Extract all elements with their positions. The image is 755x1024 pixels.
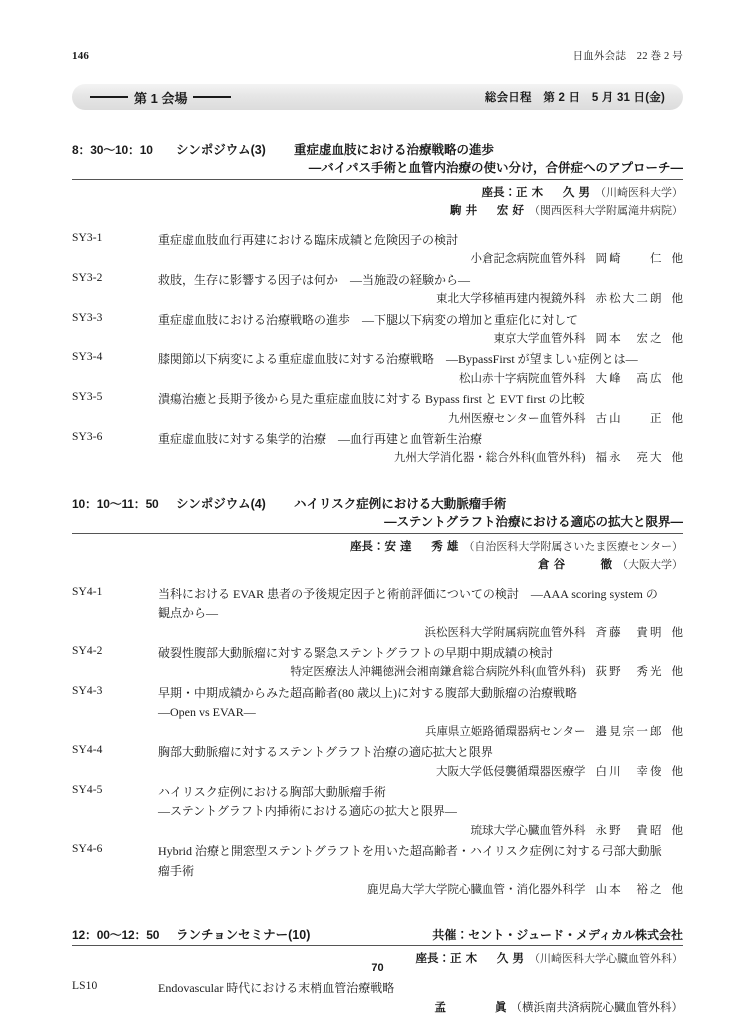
abstract-entry	[72, 684, 683, 741]
abstract-id: SY4-5	[72, 783, 103, 796]
abstract-author-line	[158, 663, 683, 681]
abstract-id: SY4-6	[72, 843, 103, 856]
abstract-etal: 他	[671, 626, 683, 639]
session-block	[72, 494, 683, 900]
abstract-id: LS10	[72, 980, 98, 993]
abstract-body	[158, 979, 683, 1017]
abstract-id: SY4-3	[72, 684, 103, 697]
abstract-affiliation: 小倉記念病院血管外科	[470, 253, 586, 266]
abstract-entry	[72, 430, 683, 468]
chairperson-list	[72, 185, 683, 221]
abstract-author-name: 斉藤 貴明	[595, 626, 662, 639]
abstract-etal: 他	[671, 666, 683, 679]
venue-band	[72, 84, 683, 110]
abstract-author-name: 岡本 宏之	[595, 332, 662, 345]
abstract-entry	[72, 271, 683, 309]
abstract-author-name: 孟 眞	[434, 1001, 507, 1014]
abstract-author-line	[158, 250, 683, 268]
abstract-entry	[72, 783, 683, 840]
abstract-author-name: 大峰 高広	[595, 372, 662, 385]
abstract-title-line: 観点から—	[158, 606, 219, 621]
abstract-author-line	[158, 624, 683, 642]
abstract-affiliation: 特定医療法人沖縄徳洲会湘南鎌倉総合病院外科(血管外科)	[290, 666, 586, 679]
abstract-author-name: 赤松大二朗	[595, 293, 662, 306]
abstract-etal: 他	[671, 332, 683, 345]
abstract-title	[158, 271, 683, 290]
running-head	[72, 48, 683, 63]
abstract-body	[158, 311, 683, 349]
abstract-etal: 他	[671, 765, 683, 778]
abstract-title	[158, 644, 683, 663]
abstract-affiliation: 兵庫県立姫路循環器病センター	[424, 725, 586, 738]
abstract-affiliation: 鹿児島大学大学院心臓血管・消化器外科学	[367, 884, 586, 897]
abstract-author-name: 山本 裕之	[595, 884, 662, 897]
abstract-body	[158, 684, 683, 741]
abstract-entry	[72, 644, 683, 682]
abstract-id: SY3-3	[72, 311, 103, 324]
abstract-author-line	[158, 330, 683, 348]
chairperson-name: 安達 秀雄	[384, 541, 459, 554]
abstract-title	[158, 430, 683, 449]
session-header	[72, 140, 683, 177]
chairperson-label: 座長：	[481, 187, 516, 200]
chairperson-name: 倉谷 徹	[538, 558, 612, 571]
abstract-author-line	[158, 370, 683, 388]
abstract-affiliation: 九州医療センター血管外科	[447, 412, 586, 425]
abstract-author-line	[158, 410, 683, 428]
venue-label: 第 1 会場	[134, 90, 188, 106]
abstract-affiliation: 九州大学消化器・総合外科(血管外科)	[393, 452, 586, 465]
abstract-author-name: 岡崎 仁	[595, 253, 662, 266]
session-header	[72, 925, 683, 943]
abstract-title-line: —ステントグラフト内挿術における適応の拡大と限界—	[158, 804, 457, 819]
chairperson-affiliation: （川崎医科大学心臓血管外科）	[529, 953, 683, 966]
session-time: 12：00〜12：50	[72, 928, 160, 943]
chairperson-name: 駒井 宏好	[450, 205, 524, 218]
abstract-author-line	[158, 763, 683, 781]
abstract-body	[158, 271, 683, 309]
abstract-body	[158, 350, 683, 388]
abstract-entry	[72, 979, 683, 1017]
abstract-entry	[72, 743, 683, 781]
abstract-title	[158, 311, 683, 330]
abstract-title	[158, 231, 683, 250]
abstract-author-line	[158, 881, 683, 899]
abstract-author-line	[158, 723, 683, 741]
chairperson-name: 正木 久男	[450, 953, 524, 966]
abstract-id: SY3-6	[72, 431, 103, 444]
abstract-author-name: 古山 正	[595, 412, 662, 425]
chairperson-name: 正木 久男	[516, 187, 590, 200]
abstract-title-line: 瘤手術	[158, 863, 195, 878]
abstract-title-line: 早期・中期成績からみた超高齢者(80 歳以上)に対する腹部大動脈瘤の治療戦略	[158, 685, 577, 700]
abstract-body	[158, 783, 683, 840]
abstract-affiliation: 東京大学血管外科	[493, 332, 586, 345]
abstract-body	[158, 585, 683, 642]
abstract-author-name: 永野 貴昭	[595, 824, 662, 837]
abstract-title	[158, 684, 683, 723]
session-kind: シンポジウム(3)	[176, 143, 266, 157]
abstract-affiliation: 大阪大学低侵襲循環器医療学	[436, 765, 586, 778]
abstract-etal: 他	[671, 372, 683, 385]
session-title: ハイリスク症例における大動脈瘤手術	[294, 496, 507, 511]
abstract-title	[158, 979, 683, 998]
venue-rule-right-icon	[193, 96, 231, 98]
session-time: 10：10〜11：50	[72, 496, 159, 511]
abstract-etal: 他	[671, 884, 683, 897]
abstract-body	[158, 390, 683, 428]
abstract-author-line	[158, 290, 683, 308]
venue-rule-left-icon	[90, 96, 128, 98]
chairperson-row	[72, 557, 683, 575]
abstract-author-line	[158, 999, 683, 1017]
session-sponsor: 共催：セント・ジュード・メディカル株式会社	[432, 928, 683, 943]
abstract-id: SY4-4	[72, 744, 103, 757]
abstract-title-line: 重症虚血肢に対する集学的治療 —血行再建と血管新生治療	[158, 432, 483, 447]
chairperson-label: 座長：	[415, 953, 450, 966]
chairperson-row	[72, 203, 683, 221]
abstract-title-line: 重症虚血肢血行再建における臨床成績と危険因子の検討	[158, 232, 459, 247]
abstract-title-line: 重症虚血肢における治療戦略の進歩 —下腿以下病変の増加と重症化に対して	[158, 312, 579, 327]
abstract-title	[158, 743, 683, 762]
session-divider	[72, 533, 683, 534]
chairperson-affiliation: （大阪大学）	[617, 558, 683, 571]
abstract-entry	[72, 311, 683, 349]
abstract-etal: 他	[671, 824, 683, 837]
abstract-entry	[72, 585, 683, 642]
abstract-entry	[72, 842, 683, 899]
abstract-entry	[72, 390, 683, 428]
abstract-etal: 他	[671, 253, 683, 266]
chairperson-label: 座長：	[349, 541, 385, 554]
abstract-body	[158, 430, 683, 468]
session-time: 8：30〜10：10	[72, 143, 153, 157]
abstract-title	[158, 585, 683, 624]
abstract-affiliation: 琉球大学心臓血管外科	[470, 824, 586, 837]
sessions-container	[72, 140, 683, 1017]
abstract-body	[158, 644, 683, 682]
abstract-body	[158, 842, 683, 899]
session-divider	[72, 945, 683, 946]
abstract-author-name: 福永 亮大	[595, 452, 662, 465]
abstract-entry	[72, 231, 683, 269]
abstract-affiliation-paren: （横浜南共済病院心臓血管外科）	[510, 1001, 683, 1014]
abstract-id: SY4-2	[72, 644, 103, 657]
footer-page-number: 70	[371, 962, 384, 974]
chairperson-affiliation: （関西医科大学附属滝井病院）	[529, 205, 683, 218]
session-kind: ランチョンセミナー(10)	[176, 928, 311, 943]
abstract-title-line: —Open vs EVAR—	[158, 705, 256, 720]
abstract-title-line: ハイリスク症例における胸部大動脈瘤手術	[158, 784, 386, 799]
abstract-author-name: 邉見宗一郎	[595, 725, 662, 738]
abstract-title	[158, 783, 683, 822]
abstract-affiliation: 東北大学移植再建内視鏡外科	[436, 293, 586, 306]
chairperson-affiliation: （川崎医科大学）	[595, 187, 683, 200]
abstract-affiliation: 松山赤十字病院血管外科	[459, 372, 586, 385]
session-subtitle: —バイパス手術と血管内治療の使い分け，合併症へのアプローチ—	[308, 161, 683, 176]
abstract-etal: 他	[671, 293, 683, 306]
chairperson-affiliation: （自治医科大学附属さいたま医療センター）	[463, 541, 683, 554]
abstract-title	[158, 350, 683, 369]
abstract-title-line: 破裂性腹部大動脈瘤に対する緊急ステントグラフトの早期中期成績の検討	[158, 645, 553, 660]
abstract-title-line: Endovascular 時代における末梢血管治療戦略	[158, 981, 395, 996]
session-subtitle: —ステントグラフト治療における適応の拡大と限界—	[384, 514, 683, 529]
abstract-entry	[72, 350, 683, 388]
session-title-group	[294, 495, 683, 531]
abstract-author-line	[158, 449, 683, 467]
session-title: 重症虚血肢における治療戦略の進歩	[294, 143, 495, 157]
abstract-id: SY3-4	[72, 351, 103, 364]
abstract-title-line: 膝関節以下病変による重症虚血肢に対する治療戦略 —BypassFirst が望ましい症例とは—	[158, 352, 638, 367]
abstract-etal: 他	[671, 725, 683, 738]
abstract-title-line: 胸部大動脈瘤に対するステントグラフト治療の適応拡大と限界	[158, 745, 493, 760]
session-block	[72, 140, 683, 468]
session-title-group	[294, 141, 683, 177]
session-header	[72, 494, 683, 531]
running-head-folio: 146	[72, 50, 90, 62]
running-head-journal: 日血外会誌 22 巻 2 号	[572, 51, 683, 62]
abstract-author-name: 白川 幸俊	[595, 765, 662, 778]
session-spacer	[72, 903, 683, 925]
abstract-title	[158, 842, 683, 881]
chairperson-list	[72, 539, 683, 575]
session-kind: シンポジウム(4)	[176, 496, 266, 511]
abstract-id: SY3-2	[72, 271, 103, 284]
venue-label-group	[90, 88, 231, 107]
chairperson-row	[72, 539, 683, 557]
session-spacer	[72, 472, 683, 494]
abstract-id: SY3-5	[72, 391, 103, 404]
abstract-author-line	[158, 822, 683, 840]
venue-schedule: 総会日程 第 2 日 5 月 31 日(金)	[484, 92, 665, 104]
abstract-etal: 他	[671, 412, 683, 425]
abstract-title-line: 潰瘍治癒と長期予後から見た重症虚血肢に対する Bypass first と EVT first の比較	[158, 392, 585, 407]
session-divider	[72, 179, 683, 180]
abstract-body	[158, 743, 683, 781]
abstract-body	[158, 231, 683, 269]
abstract-title	[158, 390, 683, 409]
abstract-title-line: 当科における EVAR 患者の予後規定因子と術前評価についての検討 —AAA scoring system の	[158, 586, 658, 601]
abstract-id: SY3-1	[72, 231, 103, 244]
abstract-title-line: Hybrid 治療と開窓型ステントグラフトを用いた超高齢者・ハイリスク症例に対する弓部大動脈	[158, 844, 662, 859]
abstract-etal: 他	[671, 452, 683, 465]
abstract-id: SY4-1	[72, 585, 103, 598]
chairperson-row	[72, 185, 683, 203]
abstract-title-line: 救肢，生存に影響する因子は何か —当施設の経験から—	[158, 272, 471, 287]
abstract-author-name: 荻野 秀光	[595, 666, 662, 679]
abstract-affiliation: 浜松医科大学附属病院血管外科	[424, 626, 586, 639]
